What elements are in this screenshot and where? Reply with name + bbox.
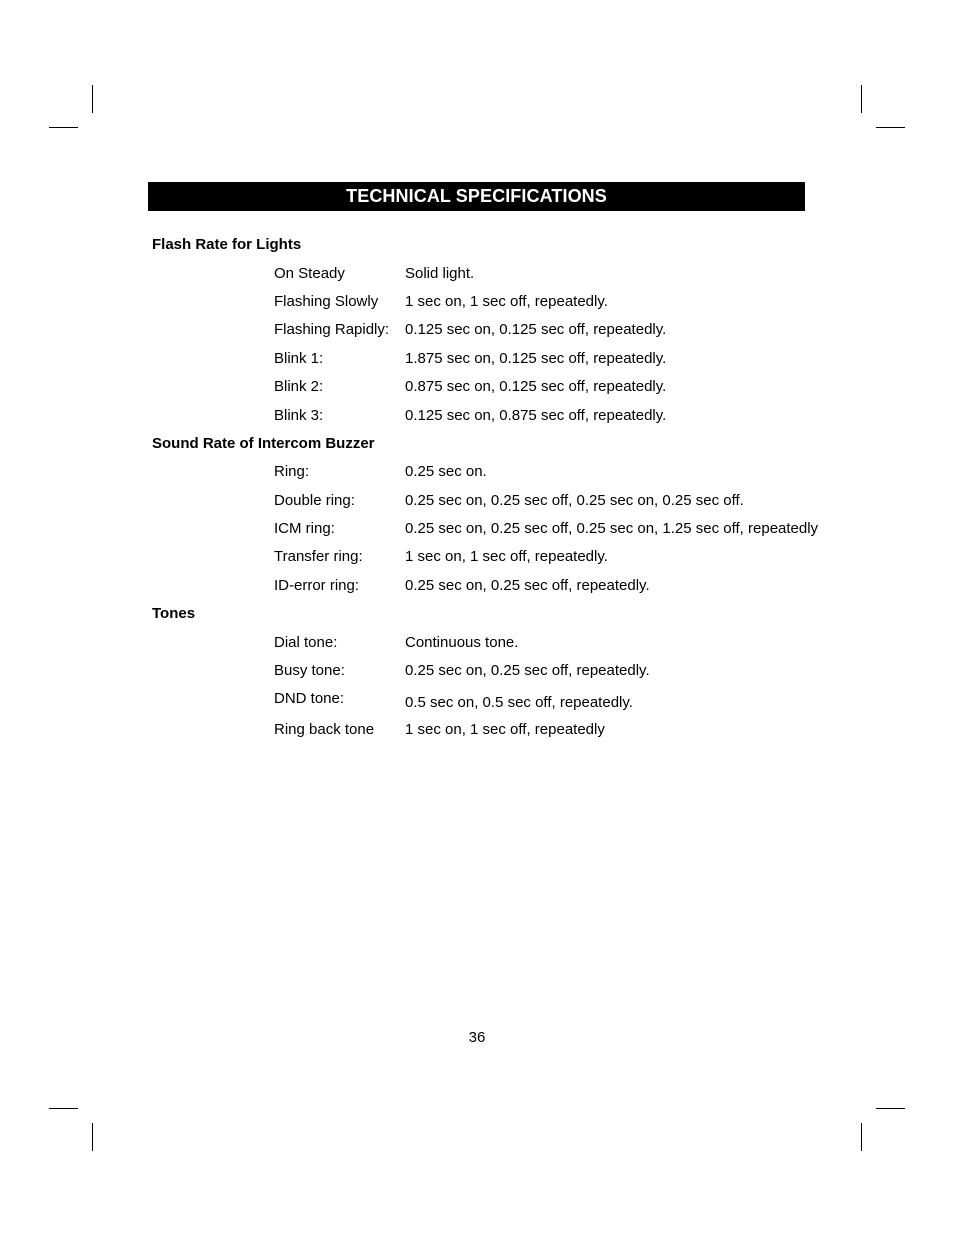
crop-mark [49, 1108, 78, 1109]
spec-term: Blink 3: [274, 407, 324, 424]
crop-mark [92, 1123, 93, 1151]
spec-value: 0.125 sec on, 0.875 sec off, repeatedly. [405, 407, 667, 424]
spec-term: ID-error ring: [274, 577, 360, 594]
spec-term: Blink 1: [274, 350, 324, 367]
spec-value: 0.125 sec on, 0.125 sec off, repeatedly. [405, 321, 667, 338]
spec-value: 0.5 sec on, 0.5 sec off, repeatedly. [405, 694, 633, 711]
spec-row [274, 492, 834, 510]
spec-row [274, 721, 834, 739]
spec-value: 0.25 sec on, 0.25 sec off, repeatedly. [405, 662, 650, 679]
section-heading-tones: Tones [152, 605, 196, 622]
spec-value: 1.875 sec on, 0.125 sec off, repeatedly. [405, 350, 667, 367]
spec-value: 0.25 sec on. [405, 463, 487, 480]
spec-row [274, 378, 834, 396]
spec-row [274, 321, 834, 339]
spec-row [274, 265, 834, 283]
spec-term: Ring: [274, 463, 310, 480]
spec-term: ICM ring: [274, 520, 335, 537]
spec-row [274, 662, 834, 680]
spec-term: Double ring: [274, 492, 355, 509]
spec-value: 0.25 sec on, 0.25 sec off, repeatedly. [405, 577, 650, 594]
section-heading-intercom-buzzer: Sound Rate of Intercom Buzzer [152, 435, 375, 452]
crop-mark [876, 1108, 905, 1109]
spec-term: Flashing Slowly [274, 293, 379, 310]
spec-term: Blink 2: [274, 378, 324, 395]
spec-value: 1 sec on, 1 sec off, repeatedly. [405, 548, 608, 565]
spec-term: Flashing Rapidly: [274, 321, 390, 338]
spec-row [274, 293, 834, 311]
spec-row [274, 350, 834, 368]
spec-row [274, 577, 834, 595]
spec-value: 0.25 sec on, 0.25 sec off, 0.25 sec on, 1.25 sec off, repeatedly [405, 520, 819, 537]
crop-mark [49, 127, 78, 128]
crop-mark [92, 85, 93, 113]
spec-row [274, 634, 834, 652]
spec-row [274, 463, 834, 481]
spec-row [274, 520, 834, 538]
spec-term: Busy tone: [274, 662, 345, 679]
spec-value: Solid light. [405, 265, 475, 282]
spec-value: 1 sec on, 1 sec off, repeatedly. [405, 293, 608, 310]
spec-term: On Steady [274, 265, 345, 282]
page-number: 36 [468, 1029, 486, 1046]
spec-row [274, 548, 834, 566]
spec-value: Continuous tone. [405, 634, 519, 651]
spec-row [274, 690, 834, 711]
spec-term: Ring back tone [274, 721, 375, 738]
section-heading-flash-rate: Flash Rate for Lights [152, 236, 302, 253]
spec-row [274, 407, 834, 425]
crop-mark [861, 85, 862, 113]
crop-mark [861, 1123, 862, 1151]
spec-value: 0.25 sec on, 0.25 sec off, 0.25 sec on, 0.25 sec off. [405, 492, 744, 509]
spec-value: 0.875 sec on, 0.125 sec off, repeatedly. [405, 378, 667, 395]
spec-term: Transfer ring: [274, 548, 363, 565]
spec-term: Dial tone: [274, 634, 338, 651]
crop-mark [876, 127, 905, 128]
page-title: TECHNICAL SPECIFICATIONS [148, 182, 805, 211]
spec-term: DND tone: [274, 690, 345, 707]
spec-value: 1 sec on, 1 sec off, repeatedly [405, 721, 605, 738]
